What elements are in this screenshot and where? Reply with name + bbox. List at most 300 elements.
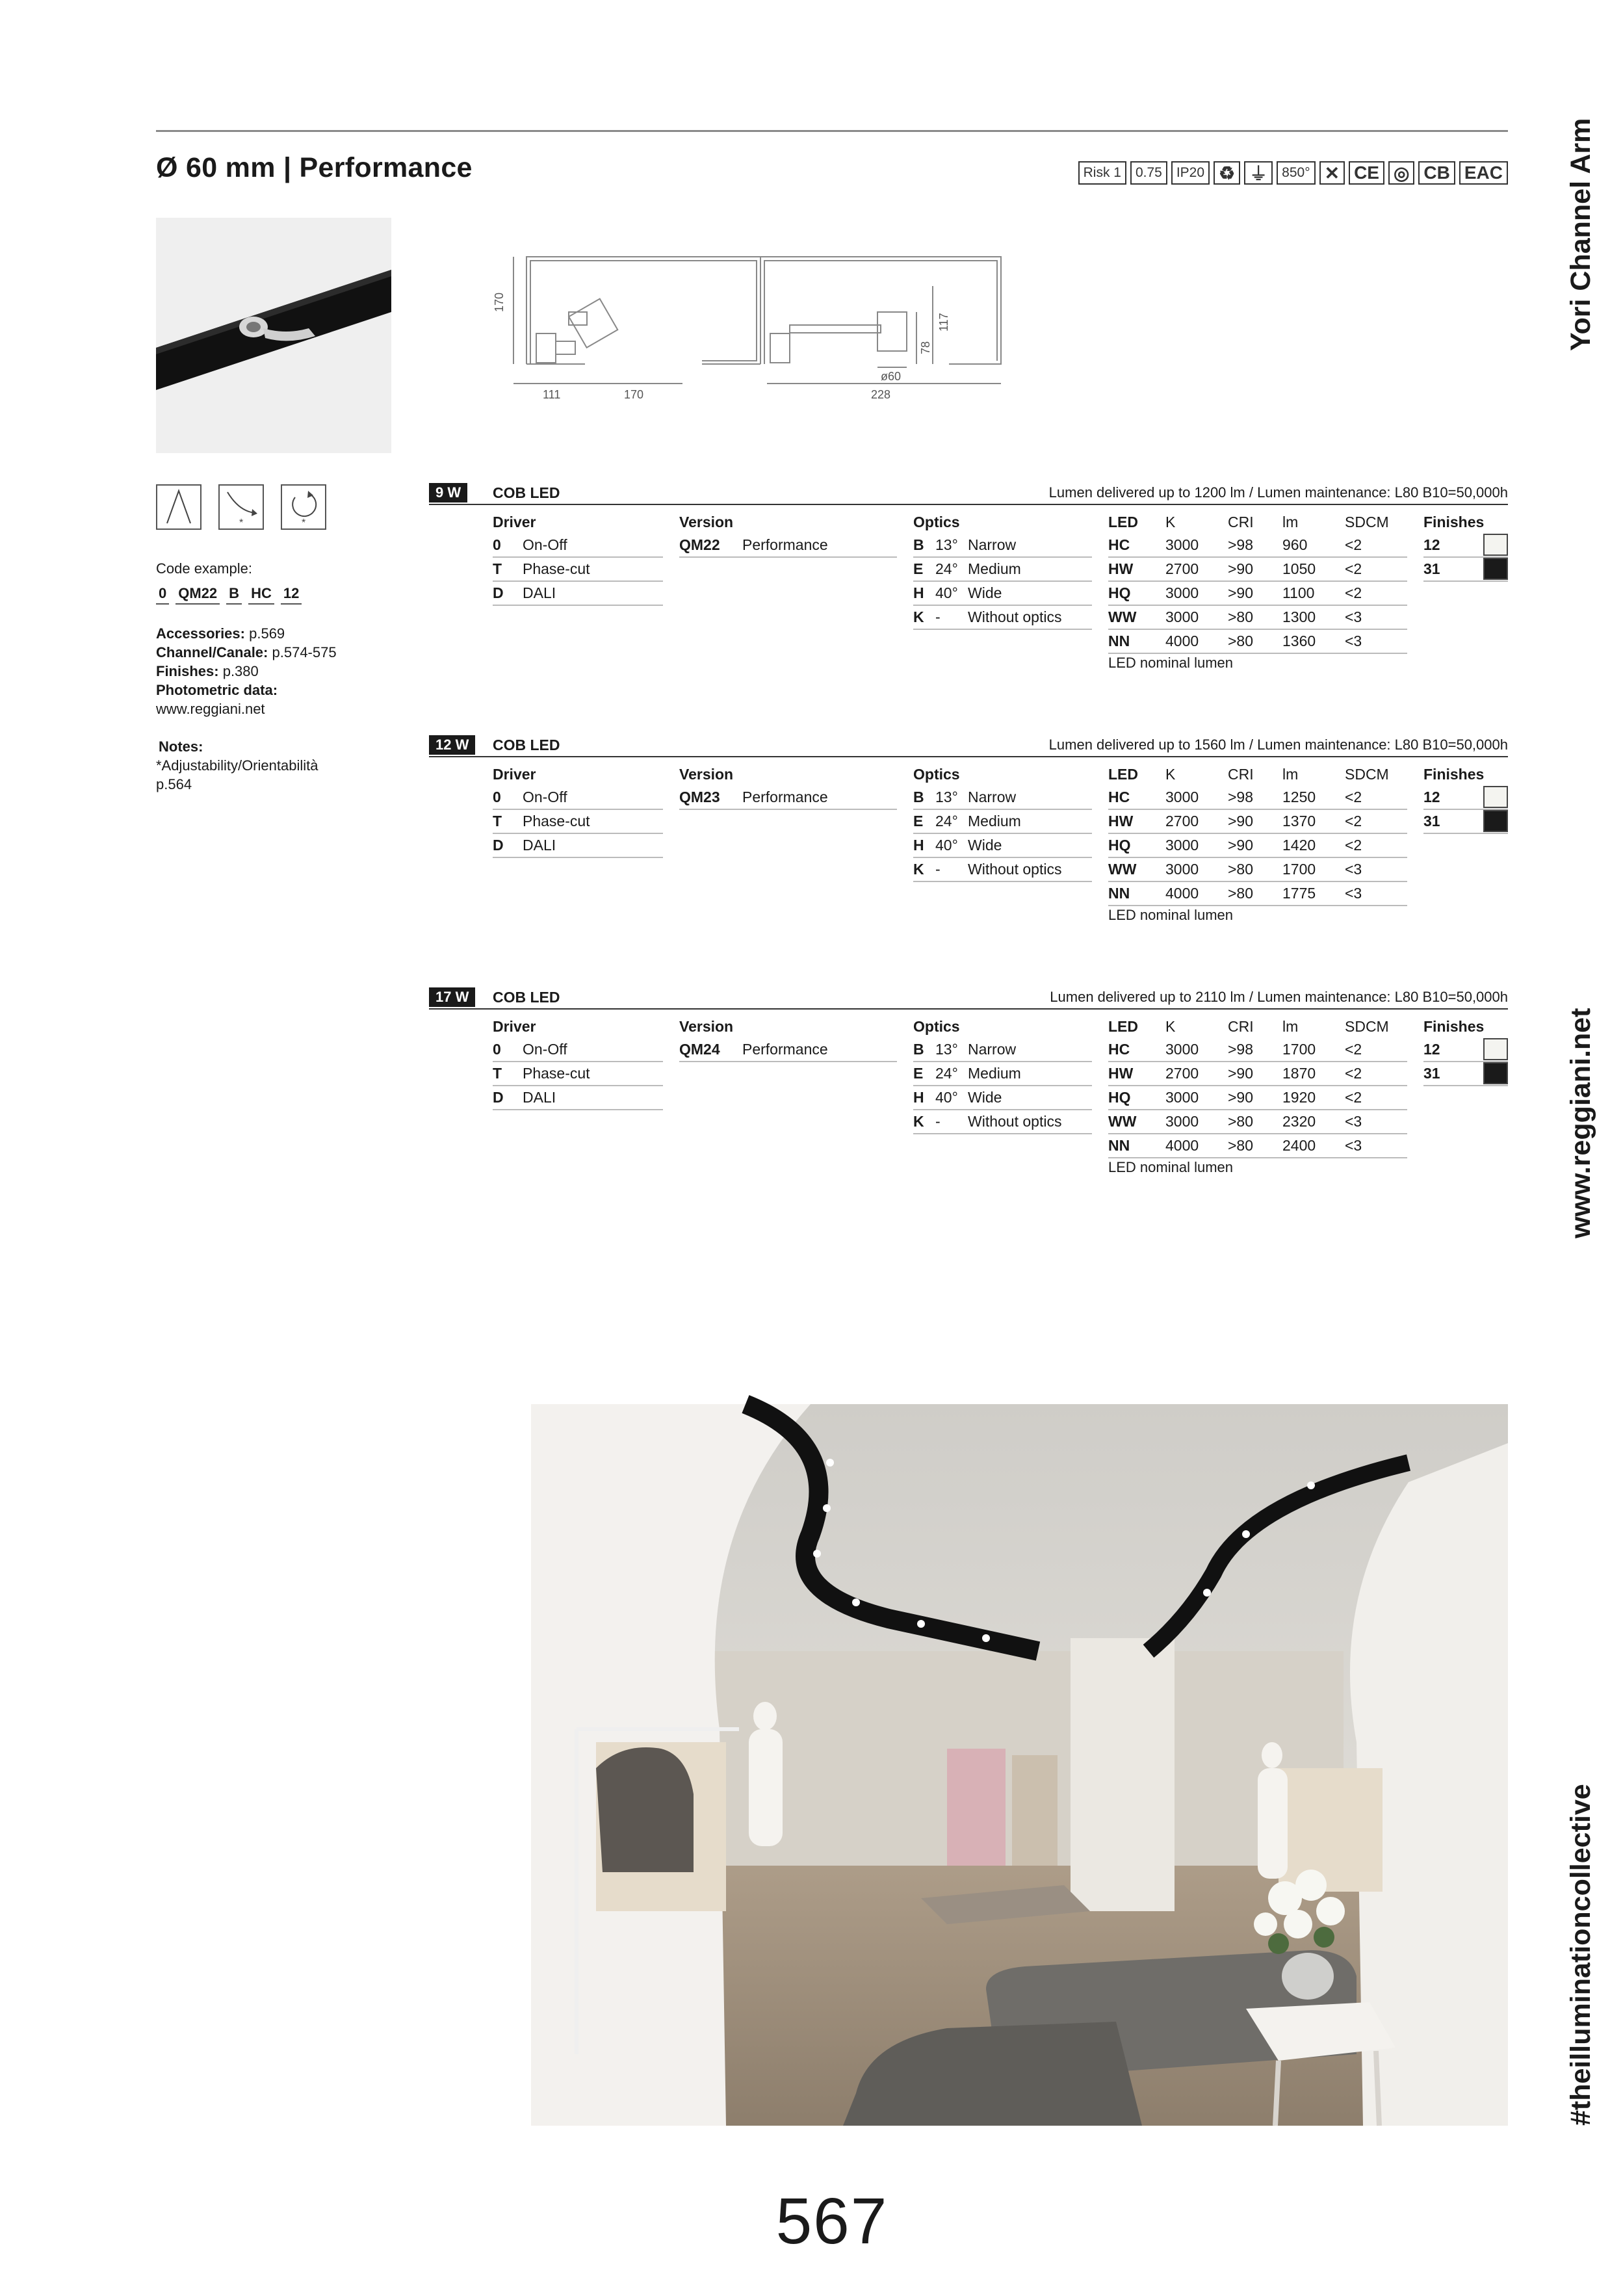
- driver-code: D: [493, 837, 504, 854]
- led-kelvin: 3000: [1165, 789, 1199, 805]
- led-kelvin: 2700: [1165, 1065, 1199, 1082]
- wattage-badge: 17 W: [429, 987, 475, 1007]
- section-header: [429, 989, 1508, 1010]
- optics-code: E: [913, 813, 924, 829]
- page-title: Ø 60 mm | Performance: [156, 152, 473, 183]
- cb-mark-icon: [1418, 161, 1455, 185]
- led-row: [1108, 810, 1407, 834]
- led-row: [1108, 582, 1407, 606]
- optics-row: [913, 858, 1092, 882]
- led-kelvin: 2700: [1165, 560, 1199, 577]
- driver-name: Phase-cut: [523, 813, 590, 829]
- finish-swatch: [1483, 786, 1508, 808]
- optics-angle: -: [935, 1113, 941, 1130]
- optics-code: K: [913, 861, 924, 878]
- finish-swatch: [1483, 810, 1508, 832]
- led-cri: >80: [1228, 885, 1254, 902]
- optics-code: H: [913, 837, 924, 854]
- dim-height-78: 78: [919, 341, 932, 354]
- code-example-label: Code example:: [156, 560, 252, 577]
- led-lumen: 1700: [1282, 1041, 1316, 1058]
- led-lumen: 1700: [1282, 861, 1316, 878]
- led-kelvin: 3000: [1165, 584, 1199, 601]
- led-row: [1108, 858, 1407, 882]
- channel-line: [156, 643, 337, 662]
- optics-code: B: [913, 536, 924, 553]
- driver-heading: Driver: [493, 1018, 536, 1035]
- led-kelvin: 3000: [1165, 1089, 1199, 1106]
- driver-heading: Driver: [493, 766, 536, 783]
- accessories-label: Accessories:: [156, 625, 245, 642]
- code-part-finish: 12: [281, 585, 302, 605]
- version-row: [679, 786, 897, 810]
- distance-badge: [1130, 161, 1167, 185]
- optics-name: Narrow: [968, 1041, 1017, 1058]
- version-column: [679, 510, 897, 558]
- version-row: [679, 534, 897, 558]
- lumen-info: Lumen delivered up to 2110 lm / Lumen maintenance: L80 B10=50,000h: [1050, 989, 1508, 1005]
- eac-mark-text: EAC: [1464, 163, 1503, 183]
- no-cover-icon: [1319, 161, 1345, 185]
- driver-row: [493, 1086, 663, 1110]
- optics-heading: Optics: [913, 514, 960, 530]
- dim-diameter-60: ø60: [881, 370, 902, 383]
- driver-code: 0: [493, 536, 501, 553]
- optics-row: [913, 834, 1092, 858]
- showroom-photo: [531, 1404, 1508, 2126]
- led-cri: >80: [1228, 1113, 1254, 1130]
- version-column: [679, 763, 897, 810]
- driver-name: Phase-cut: [523, 1065, 590, 1082]
- led-row: [1108, 834, 1407, 858]
- led-column: [1108, 763, 1407, 906]
- led-code: WW: [1108, 608, 1137, 625]
- led-code: HW: [1108, 813, 1134, 829]
- led-cri: >90: [1228, 584, 1254, 601]
- section-header: [429, 484, 1508, 505]
- finish-code: 12: [1423, 1041, 1440, 1058]
- optics-column: [913, 510, 1092, 630]
- optics-name: Medium: [968, 813, 1021, 829]
- ce-mark-icon: [1349, 161, 1384, 185]
- led-sdcm: <3: [1345, 608, 1362, 625]
- led-lumen: 2400: [1282, 1137, 1316, 1154]
- driver-name: On-Off: [523, 1041, 567, 1058]
- led-code: WW: [1108, 1113, 1137, 1130]
- recycle-icon-glyph: ♻: [1219, 163, 1236, 183]
- optics-angle: 40°: [935, 837, 958, 854]
- version-code: QM24: [679, 1041, 720, 1058]
- channel-label: Channel/Canale:: [156, 644, 268, 660]
- spec-section: [429, 989, 1508, 1223]
- optics-row: [913, 1110, 1092, 1134]
- optics-column: [913, 763, 1092, 882]
- notes-text-1: *Adjustability/Orientabilità: [156, 757, 318, 774]
- driver-code: T: [493, 560, 502, 577]
- dim-width-170: 170: [624, 388, 644, 401]
- led-type: COB LED: [493, 989, 560, 1006]
- optics-angle: 24°: [935, 560, 958, 577]
- svg-text:*: *: [239, 517, 244, 528]
- finishes-heading: Finishes: [1423, 1018, 1485, 1035]
- version-column: [679, 1015, 897, 1062]
- led-code: NN: [1108, 1137, 1130, 1154]
- driver-name: On-Off: [523, 789, 567, 805]
- optics-column: [913, 1015, 1092, 1134]
- led-heading-led: LED: [1108, 766, 1138, 783]
- led-column: [1108, 510, 1407, 654]
- optics-row: [913, 558, 1092, 582]
- driver-code: T: [493, 813, 502, 829]
- led-heading-cri: CRI: [1228, 1018, 1254, 1035]
- product-photo: [156, 218, 391, 453]
- led-nominal-note: LED nominal lumen: [1108, 907, 1233, 923]
- version-code: QM23: [679, 789, 720, 805]
- led-heading-cri: CRI: [1228, 514, 1254, 530]
- led-sdcm: <3: [1345, 861, 1362, 878]
- driver-row: [493, 786, 663, 810]
- lumen-info: Lumen delivered up to 1200 lm / Lumen maintenance: L80 B10=50,000h: [1048, 484, 1508, 501]
- optics-code: K: [913, 608, 924, 625]
- led-row: [1108, 1086, 1407, 1110]
- optics-name: Wide: [968, 584, 1002, 601]
- optics-code: E: [913, 1065, 924, 1082]
- led-lumen: 1250: [1282, 789, 1316, 805]
- led-heading-sdcm: SDCM: [1345, 766, 1389, 783]
- eac-mark-icon: [1459, 161, 1508, 185]
- led-lumen: 1370: [1282, 813, 1316, 829]
- led-sdcm: <2: [1345, 560, 1362, 577]
- optics-row: [913, 1086, 1092, 1110]
- driver-column: [493, 510, 663, 606]
- led-kelvin: 3000: [1165, 536, 1199, 553]
- led-lumen: 1775: [1282, 885, 1316, 902]
- led-code: HW: [1108, 560, 1134, 577]
- led-heading-k: K: [1165, 766, 1176, 783]
- optics-name: Without optics: [968, 608, 1062, 625]
- led-kelvin: 2700: [1165, 813, 1199, 829]
- finishes-heading: Finishes: [1423, 766, 1485, 783]
- led-row: [1108, 534, 1407, 558]
- led-lumen: 2320: [1282, 1113, 1316, 1130]
- led-nominal-note: LED nominal lumen: [1108, 655, 1233, 671]
- optics-angle: -: [935, 608, 941, 625]
- finish-row: [1423, 1062, 1508, 1086]
- finish-code: 12: [1423, 789, 1440, 805]
- optics-name: Wide: [968, 1089, 1002, 1106]
- track-light-illustration: [156, 218, 391, 453]
- risk-badge: [1078, 161, 1126, 185]
- led-column: [1108, 1015, 1407, 1158]
- technical-drawing: [493, 250, 1027, 419]
- led-sdcm: <2: [1345, 1065, 1362, 1082]
- notes-label-text: Notes:: [159, 738, 203, 755]
- glow-wire-badge-text: 850°: [1282, 165, 1310, 180]
- led-cri: >98: [1228, 789, 1254, 805]
- optics-name: Narrow: [968, 536, 1017, 553]
- side-label-product: Yori Channel Arm: [1565, 118, 1596, 351]
- led-row: [1108, 1110, 1407, 1134]
- glow-wire-badge: [1277, 161, 1315, 185]
- led-cri: >80: [1228, 1137, 1254, 1154]
- driver-name: DALI: [523, 1089, 556, 1106]
- photometric-label-text: Photometric data:: [156, 682, 278, 698]
- led-kelvin: 3000: [1165, 861, 1199, 878]
- led-row: [1108, 1038, 1407, 1062]
- notes-label: [159, 737, 203, 756]
- optics-row: [913, 582, 1092, 606]
- driver-row: [493, 834, 663, 858]
- led-code: HW: [1108, 1065, 1134, 1082]
- optics-angle: 24°: [935, 813, 958, 829]
- ce-mark-text: CE: [1354, 163, 1379, 183]
- certification-icon: [1388, 161, 1414, 185]
- version-heading: Version: [679, 766, 734, 783]
- led-heading-row: [1108, 763, 1407, 786]
- wattage-badge: 12 W: [429, 735, 475, 755]
- optics-name: Without optics: [968, 861, 1062, 878]
- cb-mark-text: CB: [1423, 163, 1450, 183]
- driver-row: [493, 1038, 663, 1062]
- side-label-hashtag: #theilluminationcollective: [1565, 1784, 1596, 2126]
- led-cri: >98: [1228, 536, 1254, 553]
- led-lumen: 1420: [1282, 837, 1316, 854]
- led-code: NN: [1108, 633, 1130, 649]
- led-cri: >80: [1228, 633, 1254, 649]
- led-sdcm: <2: [1345, 813, 1362, 829]
- led-sdcm: <3: [1345, 885, 1362, 902]
- optics-heading: Optics: [913, 1018, 960, 1035]
- led-lumen: 1920: [1282, 1089, 1316, 1106]
- led-sdcm: <2: [1345, 789, 1362, 805]
- code-part-version: QM22: [175, 585, 220, 605]
- version-code: QM22: [679, 536, 720, 553]
- driver-code: D: [493, 1089, 504, 1106]
- driver-row: [493, 534, 663, 558]
- version-heading: Version: [679, 1018, 734, 1035]
- version-name: Performance: [742, 1041, 828, 1058]
- driver-code: 0: [493, 1041, 501, 1058]
- channel-value: p.574-575: [272, 644, 337, 660]
- finish-row: [1423, 534, 1508, 558]
- optics-angle: 13°: [935, 1041, 958, 1058]
- code-part-driver: 0: [156, 585, 169, 605]
- version-heading: Version: [679, 514, 734, 530]
- led-code: HC: [1108, 536, 1130, 553]
- led-lumen: 1050: [1282, 560, 1316, 577]
- led-lumen: 1300: [1282, 608, 1316, 625]
- led-kelvin: 3000: [1165, 608, 1199, 625]
- optics-angle: 40°: [935, 584, 958, 601]
- led-cri: >90: [1228, 837, 1254, 854]
- finish-row: [1423, 786, 1508, 810]
- led-code: HQ: [1108, 584, 1131, 601]
- code-part-led: HC: [248, 585, 274, 605]
- ground-icon-glyph: ⏚: [1249, 164, 1268, 184]
- distance-badge-text: 0.75: [1135, 165, 1162, 180]
- spec-section: [429, 737, 1508, 971]
- optics-code: K: [913, 1113, 924, 1130]
- version-row: [679, 1038, 897, 1062]
- finish-code: 12: [1423, 536, 1440, 553]
- led-lumen: 1100: [1282, 584, 1315, 601]
- code-part-optics: B: [226, 585, 242, 605]
- led-heading-led: LED: [1108, 514, 1138, 530]
- led-row: [1108, 882, 1407, 906]
- driver-name: Phase-cut: [523, 560, 590, 577]
- led-sdcm: <2: [1345, 837, 1362, 854]
- driver-code: 0: [493, 789, 501, 805]
- optics-code: E: [913, 560, 924, 577]
- driver-name: DALI: [523, 584, 556, 601]
- tilt-adjustable-icon: [218, 484, 264, 530]
- led-row: [1108, 558, 1407, 582]
- driver-code: D: [493, 584, 504, 601]
- led-code: HC: [1108, 789, 1130, 805]
- driver-name: DALI: [523, 837, 556, 854]
- optics-angle: 40°: [935, 1089, 958, 1106]
- driver-row: [493, 1062, 663, 1086]
- led-cri: >90: [1228, 1065, 1254, 1082]
- led-nominal-note: LED nominal lumen: [1108, 1159, 1233, 1175]
- spec-section: [429, 484, 1508, 718]
- driver-row: [493, 582, 663, 606]
- finish-code: 31: [1423, 813, 1440, 829]
- optics-name: Without optics: [968, 1113, 1062, 1130]
- finish-swatch: [1483, 558, 1508, 580]
- finishes-ref-value: p.380: [222, 663, 259, 679]
- optics-angle: 24°: [935, 1065, 958, 1082]
- dim-height-left: 170: [493, 292, 506, 312]
- finish-row: [1423, 558, 1508, 582]
- finishes-column: [1423, 763, 1508, 834]
- led-sdcm: <2: [1345, 536, 1362, 553]
- led-cri: >98: [1228, 1041, 1254, 1058]
- notes-text-2: p.564: [156, 776, 192, 792]
- finishes-line: [156, 662, 259, 681]
- led-type: COB LED: [493, 737, 560, 753]
- optics-angle: 13°: [935, 789, 958, 805]
- dim-width-111: 111: [543, 388, 561, 401]
- led-heading-row: [1108, 510, 1407, 534]
- led-cri: >90: [1228, 813, 1254, 829]
- driver-column: [493, 1015, 663, 1110]
- ip-rating-badge-text: IP20: [1176, 165, 1205, 180]
- dimension-drawing-svg: [493, 250, 1027, 419]
- finishes-column: [1423, 510, 1508, 582]
- led-sdcm: <2: [1345, 584, 1362, 601]
- ip-rating-badge: [1171, 161, 1210, 185]
- certification-strip: [1078, 161, 1508, 185]
- top-rule: [156, 130, 1508, 132]
- optics-row: [913, 606, 1092, 630]
- optics-row: [913, 534, 1092, 558]
- beam-angle-icon: [156, 484, 201, 530]
- no-cover-icon-glyph: ✕: [1324, 163, 1340, 183]
- led-heading-k: K: [1165, 514, 1176, 530]
- led-heading-k: K: [1165, 1018, 1176, 1035]
- led-heading-lm: lm: [1282, 1018, 1299, 1035]
- optics-code: H: [913, 1089, 924, 1106]
- led-cri: >80: [1228, 861, 1254, 878]
- side-label-website: www.reggiani.net: [1565, 1008, 1596, 1238]
- optics-heading: Optics: [913, 766, 960, 783]
- led-kelvin: 3000: [1165, 837, 1199, 854]
- code-example: [156, 585, 302, 605]
- finishes-ref-label: Finishes:: [156, 663, 219, 679]
- finish-row: [1423, 810, 1508, 834]
- finish-swatch: [1483, 1038, 1508, 1060]
- led-cri: >90: [1228, 560, 1254, 577]
- version-name: Performance: [742, 789, 828, 805]
- optics-code: B: [913, 789, 924, 805]
- led-heading-lm: lm: [1282, 514, 1299, 530]
- optics-angle: 13°: [935, 536, 958, 553]
- finish-code: 31: [1423, 560, 1440, 577]
- led-row: [1108, 1062, 1407, 1086]
- wattage-badge: 9 W: [429, 483, 467, 502]
- led-sdcm: <3: [1345, 1137, 1362, 1154]
- led-code: HQ: [1108, 837, 1131, 854]
- driver-name: On-Off: [523, 536, 567, 553]
- led-heading-row: [1108, 1015, 1407, 1038]
- finishes-column: [1423, 1015, 1508, 1086]
- led-kelvin: 4000: [1165, 1137, 1199, 1154]
- photometric-link[interactable]: www.reggiani.net: [156, 701, 265, 717]
- led-row: [1108, 1134, 1407, 1158]
- finishes-heading: Finishes: [1423, 514, 1485, 530]
- led-lumen: 1870: [1282, 1065, 1316, 1082]
- led-kelvin: 4000: [1165, 885, 1199, 902]
- ground-icon: [1244, 161, 1273, 185]
- accessories-value: p.569: [249, 625, 285, 642]
- finish-swatch: [1483, 534, 1508, 556]
- accessories-line: [156, 624, 285, 643]
- lumen-info: Lumen delivered up to 1560 lm / Lumen maintenance: L80 B10=50,000h: [1048, 737, 1508, 753]
- finish-swatch: [1483, 1062, 1508, 1084]
- recycle-icon: [1214, 161, 1240, 185]
- optics-code: H: [913, 584, 924, 601]
- led-sdcm: <3: [1345, 1113, 1362, 1130]
- certification-icon-glyph: ◎: [1393, 163, 1410, 183]
- optics-code: B: [913, 1041, 924, 1058]
- led-sdcm: <2: [1345, 1041, 1362, 1058]
- driver-heading: Driver: [493, 514, 536, 530]
- optics-row: [913, 810, 1092, 834]
- page-number: 567: [775, 2185, 889, 2258]
- dim-width-228: 228: [871, 388, 891, 401]
- risk-badge-text: Risk 1: [1083, 165, 1121, 180]
- led-heading-lm: lm: [1282, 766, 1299, 783]
- led-kelvin: 4000: [1165, 633, 1199, 649]
- section-header: [429, 737, 1508, 757]
- led-row: [1108, 606, 1407, 630]
- led-heading-cri: CRI: [1228, 766, 1254, 783]
- driver-code: T: [493, 1065, 502, 1082]
- led-kelvin: 3000: [1165, 1113, 1199, 1130]
- led-heading-led: LED: [1108, 1018, 1138, 1035]
- optics-name: Medium: [968, 560, 1021, 577]
- photometric-label: [156, 681, 278, 699]
- led-code: HC: [1108, 1041, 1130, 1058]
- led-cri: >90: [1228, 1089, 1254, 1106]
- led-sdcm: <2: [1345, 1089, 1362, 1106]
- optics-row: [913, 786, 1092, 810]
- driver-row: [493, 810, 663, 834]
- rotate-adjustable-icon: [281, 484, 326, 530]
- optics-row: [913, 1062, 1092, 1086]
- optics-angle: -: [935, 861, 941, 878]
